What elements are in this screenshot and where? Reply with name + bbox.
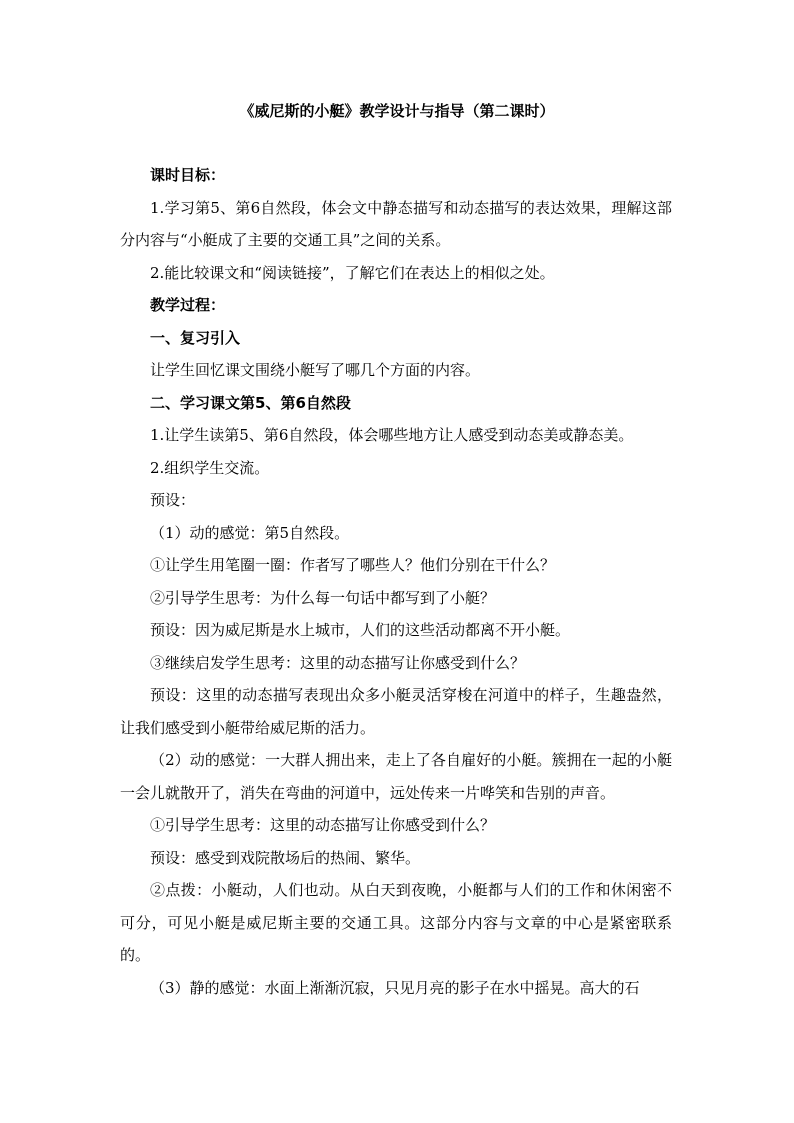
paragraph: ①引导学生思考：这里的动态描写让你感受到什么？	[150, 816, 496, 834]
paragraph: （3）静的感觉：水面上渐渐沉寂，只见月亮的影子在水中摇晃。高大的石	[150, 978, 640, 997]
paragraph: ①让学生用笔圈一圈：作者写了哪些人？他们分别在干什么？	[150, 556, 556, 574]
paragraph: （2）动的感觉：一大群人拥出来，走上了各自雇好的小艇。簇拥在一起的小艇一会儿就散开了，消失在弯曲的河道中，远处传来一片哗笑和告别的声音。	[120, 751, 672, 802]
paragraph: 预设：因为威尼斯是水上城市，人们的这些活动都离不开小艇。	[150, 621, 571, 639]
paragraph: ③继续启发学生思考：这里的动态描写让你感受到什么？	[150, 653, 526, 672]
section-heading-process: 教学过程：	[150, 296, 226, 314]
step-heading-study: 二、学习课文第5、第6自然段	[150, 393, 351, 412]
document-body	[120, 159, 672, 1004]
paragraph: ②引导学生思考：为什么每一句话中都写到了小艇？	[150, 588, 496, 607]
document-title: 《威尼斯的小艇》教学设计与指导（第二课时）	[239, 102, 555, 120]
section-heading-objectives: 课时目标：	[150, 166, 226, 184]
paragraph: （1）动的感觉：第5自然段。	[150, 523, 350, 542]
paragraph: 2.组织学生交流。	[150, 458, 270, 477]
paragraph: 1.让学生读第5、第6自然段，体会哪些地方让人感受到动态美或静态美。	[150, 426, 634, 444]
paragraph: 预设：	[150, 491, 196, 509]
step-heading-review: 一、复习引入	[150, 328, 241, 347]
paragraph: 预设：这里的动态描写表现出众多小艇灵活穿梭在河道中的样子，生趣盎然，让我们感受到小艇带给威尼斯的活力。	[120, 686, 672, 737]
paragraph: 让学生回忆课文围绕小艇写了哪几个方面的内容。	[150, 361, 481, 379]
objective-2: 2.能比较课文和“阅读链接”，了解它们在表达上的相似之处。	[150, 263, 555, 282]
paragraph: ②点拨：小艇动，人们也动。从白天到夜晚，小艇都与人们的工作和休闲密不可分，可见小艇是威尼斯主要的交通工具。这部分内容与文章的中心是紧密联系的。	[120, 881, 672, 964]
objective-1: 1.学习第5、第6自然段，体会文中静态描写和动态描写的表达效果，理解这部分内容与“小艇成了主要的交通工具”之间的关系。	[120, 198, 672, 249]
paragraph: 预设：感受到戏院散场后的热闹、繁华。	[150, 848, 421, 867]
